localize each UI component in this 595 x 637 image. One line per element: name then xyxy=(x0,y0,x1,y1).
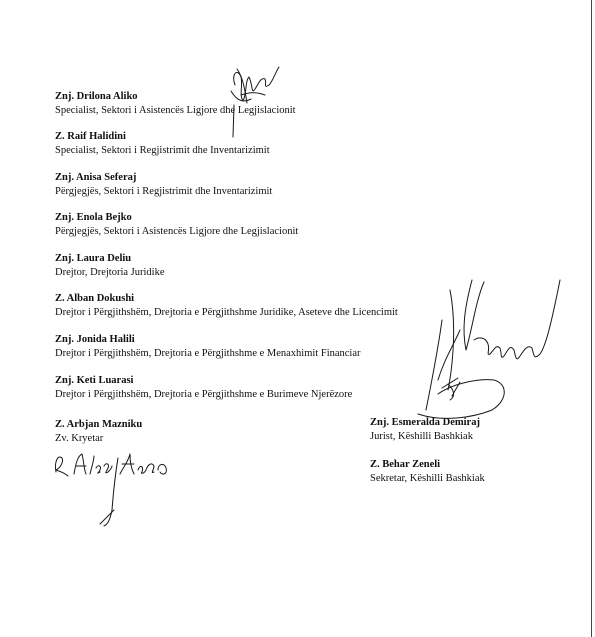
signatory-name: Znj. Laura Deliu xyxy=(55,253,132,264)
signatory-role: Përgjegjës, Sektori i Asistencës Ligjore dhe Legjislacionit xyxy=(55,226,299,237)
signatory-block xyxy=(55,211,298,239)
council-block xyxy=(370,458,485,486)
signatory-block xyxy=(55,374,352,402)
signatory-name: Znj. Enola Bejko xyxy=(55,212,132,223)
signatory-role: Zv. Kryetar xyxy=(55,433,104,444)
signature-large xyxy=(412,260,572,430)
council-role: Jurist, Këshilli Bashkiak xyxy=(370,431,473,442)
signatory-role: Drejtor i Përgjithshëm, Drejtoria e Përgjithshme e Menaxhimit Financiar xyxy=(55,348,361,359)
signature-mazniku xyxy=(50,440,190,530)
signatory-role: Drejtor i Përgjithshëm, Drejtoria e Përgjithshme e Burimeve Njerëzore xyxy=(55,389,353,400)
signatory-role: Përgjegjës, Sektori i Regjistrimit dhe Inventarizimit xyxy=(55,186,273,197)
signatory-role: Specialist, Sektori i Asistencës Ligjore dhe Legjislacionit xyxy=(55,105,296,116)
council-name: Znj. Esmeralda Demiraj xyxy=(370,417,480,428)
signatory-block xyxy=(55,292,398,320)
signature-aliko xyxy=(225,55,285,145)
signatory-role: Drejtor i Përgjithshëm, Drejtoria e Përgjithshme Juridike, Aseteve dhe Licencimit xyxy=(55,307,398,318)
council-name: Z. Behar Zeneli xyxy=(370,459,441,470)
signatory-name: Z. Alban Dokushi xyxy=(55,293,135,304)
council-role: Sekretar, Këshilli Bashkiak xyxy=(370,473,485,484)
signatory-name: Z. Arbjan Mazniku xyxy=(55,419,143,430)
signatory-name: Znj. Jonida Halili xyxy=(55,334,135,345)
signatory-name: Znj. Drilona Aliko xyxy=(55,91,138,102)
page-edge-line xyxy=(591,0,592,637)
signatory-name: Z. Raif Halidini xyxy=(55,131,126,142)
signatory-name: Znj. Anisa Seferaj xyxy=(55,172,137,183)
signatory-name: Znj. Keti Luarasi xyxy=(55,375,134,386)
signatory-role: Specialist, Sektori i Regjistrimit dhe Inventarizimit xyxy=(55,145,270,156)
signatory-role: Drejtor, Drejtoria Juridike xyxy=(55,267,165,278)
signatory-block xyxy=(55,252,165,280)
signatory-block xyxy=(55,171,272,199)
signatory-block xyxy=(55,333,361,361)
